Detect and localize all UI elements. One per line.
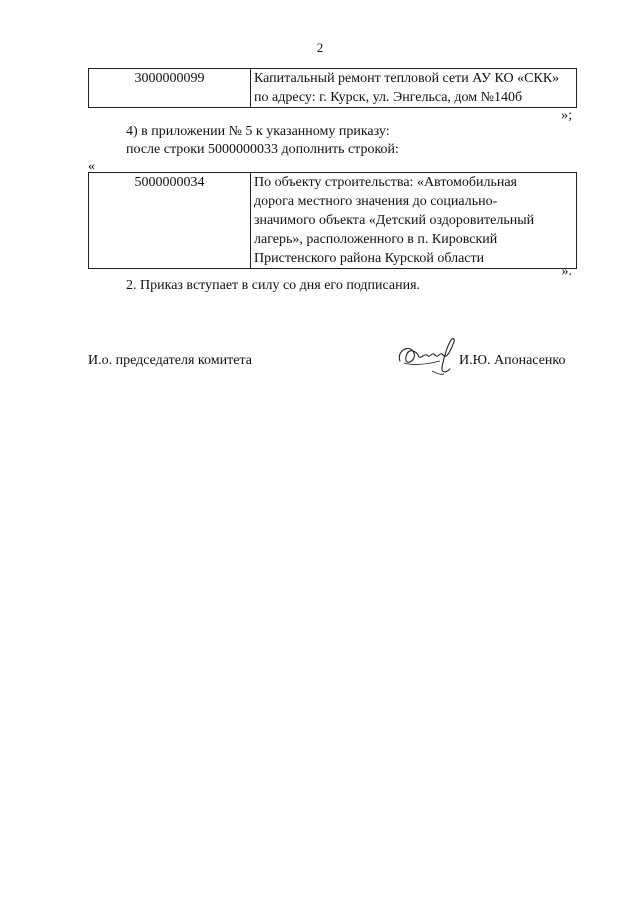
opening-quote: « — [88, 159, 95, 174]
appendix-table-row-2 — [88, 172, 577, 269]
clause-2: 2. Приказ вступает в силу со дня его подписания. — [126, 278, 421, 293]
description-line: Капитальный ремонт тепловой сети АУ КО «СКК» — [254, 71, 560, 86]
description-cell — [251, 173, 577, 269]
description-line: значимого объекта «Детский оздоровительный — [254, 213, 535, 228]
description-line: по адресу: г. Курск, ул. Энгельса, дом №140б — [254, 90, 523, 105]
closing-quote: ». — [561, 264, 572, 279]
description-line: лагерь», расположенного в п. Кировский — [254, 232, 498, 247]
handwritten-signature — [394, 333, 460, 383]
signatory-name: И.Ю. Апонасенко — [459, 353, 566, 368]
description-line: дорога местного значения до социально- — [254, 194, 498, 209]
page-number: 2 — [316, 40, 324, 55]
item-4-heading: 4) в приложении № 5 к указанному приказу: — [126, 124, 390, 139]
budget-code-cell: 5000000034 — [89, 173, 251, 269]
item-4-instruction: после строки 5000000033 дополнить строкой: — [126, 142, 399, 157]
description-line: По объекту строительства: «Автомобильная — [254, 175, 517, 190]
signatory-position: И.о. председателя комитета — [88, 353, 252, 368]
description-line: Пристенского района Курской области — [254, 251, 485, 266]
appendix-table-row-1 — [88, 68, 577, 108]
budget-code-cell: 3000000099 — [89, 69, 251, 108]
description-cell — [251, 69, 577, 108]
closing-quote: »; — [561, 108, 572, 123]
